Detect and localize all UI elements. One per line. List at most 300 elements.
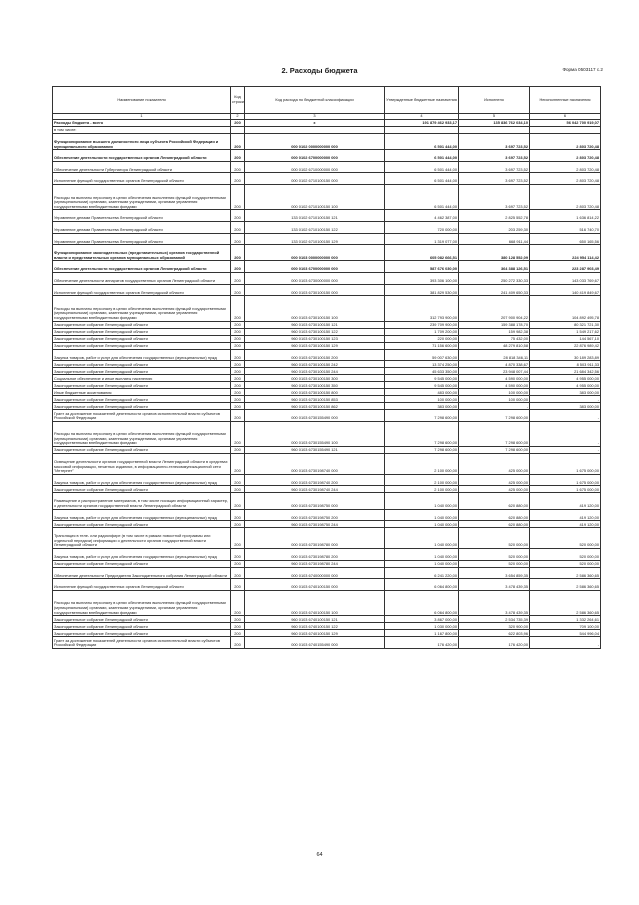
row-line-code: 200 — [231, 567, 245, 579]
row-unexecuted: 2 586 360,65 — [530, 579, 601, 591]
row-name: Закупка товаров, работ и услуг для обеспечения государственных (муниципальных) нужд — [53, 549, 231, 561]
table-row — [53, 616, 601, 623]
row-line-code: 200 — [231, 447, 245, 454]
row-executed: 3 697 723,52 — [459, 184, 530, 209]
row-unexecuted: 4 955 000,00 — [530, 382, 601, 389]
row-line-code: 200 — [231, 120, 245, 127]
row-line-code — [231, 127, 245, 134]
row-budget-code: 000 0103 6730100150 200 — [245, 349, 385, 361]
row-unexecuted: 2 586 360,65 — [530, 590, 601, 615]
row-budget-code: 000 0103 6730198750 000 — [245, 493, 385, 509]
row-budget-code: 000 0103 6730198740 000 — [245, 454, 385, 475]
row-executed: 176 420,00 — [459, 637, 530, 649]
row-approved: 1 709 200,00 — [385, 328, 459, 335]
row-budget-code: 960 0103 6730198780 244 — [245, 560, 385, 567]
row-unexecuted: - — [530, 410, 601, 422]
header-budget-code: Код расхода по бюджетной классификации — [245, 87, 385, 114]
row-executed: 620 880,00 — [459, 521, 530, 528]
row-name: Социальное обеспечение и иные выплаты населению — [53, 375, 231, 382]
table-row — [53, 245, 601, 261]
row-unexecuted: 383 000,00 — [530, 403, 601, 410]
row-approved: 176 420,00 — [385, 637, 459, 649]
row-approved: 9 545 000,00 — [385, 382, 459, 389]
row-budget-code: 000 0103 6740100150 100 — [245, 590, 385, 615]
row-unexecuted: 1 636 814,22 — [530, 210, 601, 222]
table-row — [53, 150, 601, 162]
row-approved: 3 867 000,00 — [385, 616, 459, 623]
row-budget-code: 960 0103 6740100150 122 — [245, 623, 385, 630]
row-line-code: 200 — [231, 368, 245, 375]
row-approved: 6 501 444,00 — [385, 150, 459, 162]
row-executed: 23 948 007,44 — [459, 368, 530, 375]
row-budget-code: 133 0102 6710100150 122 — [245, 221, 385, 233]
row-name: Законодательное собрание Ленинградской области — [53, 368, 231, 375]
row-executed: 2 534 735,39 — [459, 616, 530, 623]
row-line-code: 200 — [231, 321, 245, 328]
row-name: Обеспечение деятельности Председателя Законодательного собрания Ленинградской области — [53, 567, 231, 579]
row-unexecuted: 1 675 000,00 — [530, 454, 601, 475]
row-approved: 6 501 444,00 — [385, 134, 459, 150]
row-executed: 3 697 723,52 — [459, 150, 530, 162]
row-line-code: 200 — [231, 549, 245, 561]
row-line-code: 200 — [231, 493, 245, 509]
row-line-code: 200 — [231, 403, 245, 410]
row-unexecuted: 30 189 283,89 — [530, 349, 601, 361]
row-executed: 159 388 178,70 — [459, 321, 530, 328]
row-executed: 3 478 439,35 — [459, 579, 530, 591]
row-unexecuted: 520 000,00 — [530, 528, 601, 549]
row-approved: 4 462 387,00 — [385, 210, 459, 222]
row-approved: 1 319 077,00 — [385, 233, 459, 245]
header-executed: Исполнено — [459, 87, 530, 114]
row-unexecuted: 419 120,00 — [530, 509, 601, 521]
row-line-code: 200 — [231, 474, 245, 486]
row-approved: 605 082 666,51 — [385, 245, 459, 261]
row-name: Законодательное собрание Ленинградской области — [53, 396, 231, 403]
row-approved: 59 007 630,00 — [385, 349, 459, 361]
row-approved: 1 030 000,00 — [385, 623, 459, 630]
row-approved: 45 633 350,00 — [385, 368, 459, 375]
row-executed: 364 388 126,51 — [459, 261, 530, 273]
row-executed: 3 697 723,52 — [459, 161, 530, 173]
row-line-code: 200 — [231, 161, 245, 173]
row-approved: 2 100 000,00 — [385, 454, 459, 475]
row-unexecuted: 22 876 989,42 — [530, 342, 601, 349]
row-budget-code: x — [245, 120, 385, 127]
row-line-code: 200 — [231, 272, 245, 284]
row-line-code: 200 — [231, 221, 245, 233]
row-executed: 159 982,38 — [459, 328, 530, 335]
table-row — [53, 335, 601, 342]
row-approved: 312 793 900,00 — [385, 296, 459, 321]
row-approved: 587 676 030,00 — [385, 261, 459, 273]
table-row — [53, 410, 601, 422]
row-executed: 622 803,96 — [459, 630, 530, 637]
row-unexecuted: 8 503 911,33 — [530, 361, 601, 368]
row-budget-code — [245, 127, 385, 134]
row-name: Обеспечение деятельности государственных органов Ленинградской области — [53, 261, 231, 273]
row-line-code: 200 — [231, 134, 245, 150]
row-budget-code: 000 0103 6740100150 000 — [245, 579, 385, 591]
row-unexecuted: 2 803 720,48 — [530, 161, 601, 173]
row-name: Иные бюджетные ассигнования — [53, 389, 231, 396]
row-unexecuted: 223 287 903,49 — [530, 261, 601, 273]
row-executed: 4 590 000,00 — [459, 375, 530, 382]
row-unexecuted: 144 567,10 — [530, 335, 601, 342]
row-line-code: 200 — [231, 616, 245, 623]
row-approved: 6 501 444,00 — [385, 173, 459, 185]
table-row — [53, 567, 601, 579]
row-budget-code: 000 0103 6730100150 000 — [245, 284, 385, 296]
row-executed: 520 000,00 — [459, 549, 530, 561]
row-approved: 6 064 800,00 — [385, 590, 459, 615]
row-approved: 393 306 100,00 — [385, 272, 459, 284]
row-approved: 1 040 000,00 — [385, 493, 459, 509]
table-row — [53, 173, 601, 185]
row-line-code: 200 — [231, 486, 245, 493]
row-approved: 720 000,00 — [385, 221, 459, 233]
row-unexecuted: 383 000,00 — [530, 389, 601, 396]
row-name: Управление делами Правительства Ленинградской области — [53, 233, 231, 245]
row-executed: 100 000,00 — [459, 396, 530, 403]
row-unexecuted: 2 803 720,48 — [530, 173, 601, 185]
col-number: 5 — [459, 114, 530, 120]
table-row — [53, 389, 601, 396]
row-budget-code: 000 0103 6730100150 800 — [245, 389, 385, 396]
row-executed: 7 298 600,00 — [459, 421, 530, 446]
table-row — [53, 261, 601, 273]
table-row — [53, 296, 601, 321]
row-executed — [459, 127, 530, 134]
row-name: Трансляция в теле- или радиоэфире (в том числе в рамках новостной программы или отдельной передачи) информации о деятельности органов государственной власти Ленинградской области — [53, 528, 231, 549]
row-budget-code: 000 0102 0000000000 000 — [245, 134, 385, 150]
row-name: Законодательное собрание Ленинградской области — [53, 486, 231, 493]
table-row — [53, 233, 601, 245]
row-budget-code: 000 0103 6730198780 000 — [245, 528, 385, 549]
col-number: 2 — [231, 114, 245, 120]
row-approved: 7 298 600,00 — [385, 421, 459, 446]
row-approved: 9 545 000,00 — [385, 375, 459, 382]
row-name: Закупка товаров, работ и услуг для обеспечения государственных (муниципальных) нужд — [53, 474, 231, 486]
table-row — [53, 127, 601, 134]
row-executed: 75 432,00 — [459, 335, 530, 342]
table-row — [53, 447, 601, 454]
col-number: 6 — [530, 114, 601, 120]
row-budget-code: 960 0103 6740100150 129 — [245, 630, 385, 637]
expenditure-table — [52, 86, 601, 649]
row-line-code: 200 — [231, 521, 245, 528]
row-budget-code: 000 0103 6730155490 000 — [245, 410, 385, 422]
row-line-code: 200 — [231, 560, 245, 567]
row-executed: 7 298 600,00 — [459, 410, 530, 422]
row-unexecuted: 544 996,04 — [530, 630, 601, 637]
row-budget-code: 960 0103 6730100150 121 — [245, 321, 385, 328]
row-budget-code: 000 0103 6730155490 100 — [245, 421, 385, 446]
row-name: Грант за достижение показателей деятельности органов исполнительной власти субъектов Российской Федерации — [53, 410, 231, 422]
row-budget-code: 960 0103 6730198750 244 — [245, 521, 385, 528]
row-name: Законодательное собрание Ленинградской области — [53, 521, 231, 528]
row-executed: 425 000,00 — [459, 454, 530, 475]
table-row — [53, 284, 601, 296]
table-row — [53, 486, 601, 493]
row-name: Грант за достижение показателей деятельности органов исполнительной власти субъектов Российской Федерации — [53, 637, 231, 649]
row-approved: 2 100 000,00 — [385, 474, 459, 486]
row-approved: 383 000,00 — [385, 403, 459, 410]
row-name: Управление делами Правительства Ленинградской области — [53, 221, 231, 233]
row-name: Законодательное собрание Ленинградской области — [53, 361, 231, 368]
table-row — [53, 184, 601, 209]
row-executed: 320 900,00 — [459, 623, 530, 630]
table-row — [53, 161, 601, 173]
row-executed: 668 911,44 — [459, 233, 530, 245]
row-executed: 425 000,00 — [459, 474, 530, 486]
row-line-code: 200 — [231, 261, 245, 273]
row-executed: 380 128 552,09 — [459, 245, 530, 261]
row-line-code: 200 — [231, 396, 245, 403]
row-unexecuted: 516 740,70 — [530, 221, 601, 233]
row-line-code: 200 — [231, 173, 245, 185]
form-label: Форма 0503117 с.2 — [562, 67, 603, 72]
table-row — [53, 590, 601, 615]
row-line-code: 200 — [231, 389, 245, 396]
header-indicator-name: Наименование показателя — [53, 87, 231, 114]
table-row — [53, 403, 601, 410]
row-budget-code: 000 0103 6730000000 000 — [245, 272, 385, 284]
row-name: Законодательное собрание Ленинградской области — [53, 560, 231, 567]
table-row — [53, 560, 601, 567]
row-name: Исполнение функций государственных органов Ленинградской области — [53, 579, 231, 591]
table-row — [53, 493, 601, 509]
row-unexecuted: 104 892 495,78 — [530, 296, 601, 321]
table-row — [53, 272, 601, 284]
row-budget-code: 000 0103 0000000000 000 — [245, 245, 385, 261]
row-budget-code: 000 0103 6700000000 000 — [245, 261, 385, 273]
row-executed: 7 298 600,00 — [459, 447, 530, 454]
row-approved: 381 829 530,00 — [385, 284, 459, 296]
table-row — [53, 134, 601, 150]
row-line-code: 200 — [231, 150, 245, 162]
row-line-code: 200 — [231, 342, 245, 349]
row-unexecuted: - — [530, 421, 601, 446]
col-number: 4 — [385, 114, 459, 120]
table-row — [53, 210, 601, 222]
section-title: 2. Расходы бюджета — [281, 66, 358, 75]
row-name: Законодательное собрание Ленинградской области — [53, 328, 231, 335]
row-executed: 4 870 338,67 — [459, 361, 530, 368]
col-number: 3 — [245, 114, 385, 120]
row-executed: 48 279 810,58 — [459, 342, 530, 349]
row-line-code: 200 — [231, 184, 245, 209]
row-name: Освещение деятельности органов государственной власти Ленинградской области в средствах массовой информации, печатных изданиях, в информационно-телекоммуникационной сети "Интернет" — [53, 454, 231, 475]
row-executed: 135 836 762 034,10 — [459, 120, 530, 127]
row-name: Закупка товаров, работ и услуг для обеспечения государственных (муниципальных) нужд — [53, 349, 231, 361]
row-executed: 241 409 650,33 — [459, 284, 530, 296]
table-row — [53, 474, 601, 486]
row-executed: 3 478 439,35 — [459, 590, 530, 615]
row-approved: 6 241 220,00 — [385, 567, 459, 579]
col-number: 1 — [53, 114, 231, 120]
table-row — [53, 396, 601, 403]
row-line-code: 200 — [231, 328, 245, 335]
row-executed: 4 590 000,00 — [459, 382, 530, 389]
row-budget-code: 960 0103 6730155490 121 — [245, 447, 385, 454]
row-unexecuted: 21 684 342,56 — [530, 368, 601, 375]
table-row — [53, 375, 601, 382]
row-unexecuted: 1 549 217,62 — [530, 328, 601, 335]
row-executed: 620 880,00 — [459, 509, 530, 521]
row-budget-code: 960 0103 6730100150 129 — [245, 342, 385, 349]
row-line-code: 200 — [231, 528, 245, 549]
row-approved: 483 000,00 — [385, 389, 459, 396]
row-unexecuted: 1 332 264,61 — [530, 616, 601, 623]
row-name: Обеспечение деятельности Губернатора Ленинградской области — [53, 161, 231, 173]
table-row — [53, 623, 601, 630]
row-executed: 250 272 330,33 — [459, 272, 530, 284]
row-unexecuted: 1 675 000,00 — [530, 474, 601, 486]
row-name: Закупка товаров, работ и услуг для обеспечения государственных (муниципальных) нужд — [53, 509, 231, 521]
row-line-code: 200 — [231, 361, 245, 368]
row-name: Законодательное собрание Ленинградской области — [53, 447, 231, 454]
row-name: Законодательное собрание Ленинградской области — [53, 335, 231, 342]
row-line-code: 200 — [231, 454, 245, 475]
row-unexecuted: 520 000,00 — [530, 560, 601, 567]
row-budget-code: 960 0103 6730100150 242 — [245, 361, 385, 368]
row-name: Управление делами Правительства Ленинградской области — [53, 210, 231, 222]
row-approved: 1 040 000,00 — [385, 560, 459, 567]
row-line-code: 200 — [231, 233, 245, 245]
row-line-code: 200 — [231, 410, 245, 422]
row-executed: 100 000,00 — [459, 389, 530, 396]
row-unexecuted: 650 165,56 — [530, 233, 601, 245]
table-row — [53, 328, 601, 335]
row-unexecuted: 143 033 769,67 — [530, 272, 601, 284]
table-row — [53, 421, 601, 446]
row-unexecuted: 2 586 360,65 — [530, 567, 601, 579]
row-name: Расходы на выплаты персоналу в целях обеспечения выполнения функций государственными (муниципальными) органами, казенными учреждениями, органами управления государственными внебюджетными фондами — [53, 421, 231, 446]
row-name: Обеспечение деятельности аппаратов государственных органов Ленинградской области — [53, 272, 231, 284]
row-name: Обеспечение деятельности государственных органов Ленинградской области — [53, 150, 231, 162]
table-row — [53, 528, 601, 549]
table-row — [53, 579, 601, 591]
row-line-code: 200 — [231, 210, 245, 222]
table-row — [53, 630, 601, 637]
row-budget-code: 000 0103 6730100150 300 — [245, 375, 385, 382]
row-unexecuted — [530, 127, 601, 134]
row-line-code: 200 — [231, 296, 245, 321]
row-approved: 239 709 900,00 — [385, 321, 459, 328]
row-name: Законодательное собрание Ленинградской области — [53, 403, 231, 410]
row-unexecuted: 520 000,00 — [530, 549, 601, 561]
row-line-code: 200 — [231, 349, 245, 361]
row-executed: 3 654 859,35 — [459, 567, 530, 579]
row-line-code: 200 — [231, 382, 245, 389]
header-line-code: Код строки — [231, 87, 245, 114]
row-budget-code: 133 0102 6710100150 121 — [245, 210, 385, 222]
row-name: Законодательное собрание Ленинградской области — [53, 382, 231, 389]
header-approved: Утвержденные бюджетные назначения — [385, 87, 459, 114]
row-unexecuted: - — [530, 637, 601, 649]
row-name: Функционирование законодательных (представительных) органов государственной власти и представительных органов муниципальных образований — [53, 245, 231, 261]
row-line-code: 200 — [231, 284, 245, 296]
row-name: Исполнение функций государственных органов Ленинградской области — [53, 173, 231, 185]
row-executed: 2 825 552,78 — [459, 210, 530, 222]
table-row — [53, 342, 601, 349]
row-name: Законодательное собрание Ленинградской области — [53, 623, 231, 630]
row-line-code: 200 — [231, 637, 245, 649]
table-row — [53, 549, 601, 561]
page-number: 64 — [316, 852, 323, 858]
row-name: Расходы бюджета - всего — [53, 120, 231, 127]
row-executed: 28 818 346,11 — [459, 349, 530, 361]
header-unexecuted: Неисполненные назначения — [530, 87, 601, 114]
row-approved: 6 501 444,00 — [385, 161, 459, 173]
row-budget-code: 000 0103 6730198750 200 — [245, 509, 385, 521]
row-line-code: 200 — [231, 590, 245, 615]
row-budget-code: 000 0103 6730198740 200 — [245, 474, 385, 486]
row-unexecuted: 4 955 000,00 — [530, 375, 601, 382]
row-name: Расходы на выплаты персоналу в целях обеспечения выполнения функций государственными (муниципальными) органами, казенными учреждениями, органами управления государственными внебюджетными фондами — [53, 590, 231, 615]
row-budget-code: 000 0103 6740000000 000 — [245, 567, 385, 579]
row-budget-code: 000 0102 6710000000 000 — [245, 161, 385, 173]
row-name: Функционирование высшего должностного лица субъекта Российской Федерации и муниципального образования — [53, 134, 231, 150]
row-approved: 100 000,00 — [385, 396, 459, 403]
row-line-code: 200 — [231, 579, 245, 591]
row-unexecuted: 2 803 720,48 — [530, 150, 601, 162]
row-unexecuted: 1 675 000,00 — [530, 486, 601, 493]
row-budget-code: 000 0103 6730198780 200 — [245, 549, 385, 561]
row-approved: 13 374 250,00 — [385, 361, 459, 368]
row-unexecuted: 56 042 700 919,07 — [530, 120, 601, 127]
row-executed: 3 697 723,52 — [459, 134, 530, 150]
row-approved: 7 298 600,00 — [385, 447, 459, 454]
table-row — [53, 221, 601, 233]
row-executed: 425 000,00 — [459, 486, 530, 493]
row-line-code: 200 — [231, 335, 245, 342]
row-line-code: 200 — [231, 375, 245, 382]
row-approved: 2 100 000,00 — [385, 486, 459, 493]
table-row — [53, 368, 601, 375]
row-approved: 7 298 600,00 — [385, 410, 459, 422]
row-name: Законодательное собрание Ленинградской области — [53, 616, 231, 623]
table-row — [53, 454, 601, 475]
row-approved: 1 040 000,00 — [385, 549, 459, 561]
row-line-code: 200 — [231, 623, 245, 630]
table-row — [53, 509, 601, 521]
row-unexecuted: - — [530, 396, 601, 403]
row-budget-code: 960 0103 6730100150 244 — [245, 368, 385, 375]
row-unexecuted: 2 803 720,48 — [530, 184, 601, 209]
row-budget-code: 960 0103 6730100150 862 — [245, 403, 385, 410]
row-executed: 203 259,30 — [459, 221, 530, 233]
row-unexecuted: 419 120,00 — [530, 521, 601, 528]
row-unexecuted: 709 100,00 — [530, 623, 601, 630]
row-unexecuted: 2 803 720,48 — [530, 134, 601, 150]
row-budget-code: 000 0102 6700000000 000 — [245, 150, 385, 162]
row-name: Законодательное собрание Ленинградской области — [53, 342, 231, 349]
row-name: Расходы на выплаты персоналу в целях обеспечения выполнения функций государственными (муниципальными) органами, казенными учреждениями, органами управления государственными внебюджетными фондами — [53, 296, 231, 321]
row-name: Размещение и распространение материалов, в том числе носящих информационный характер, о деятельности органов государственной власти Ленинградской области — [53, 493, 231, 509]
row-approved: 1 167 800,00 — [385, 630, 459, 637]
row-name: Законодательное собрание Ленинградской области — [53, 630, 231, 637]
row-budget-code: 960 0103 6730100150 123 — [245, 335, 385, 342]
row-approved: 6 064 800,00 — [385, 579, 459, 591]
row-executed: 620 880,00 — [459, 493, 530, 509]
row-approved: 6 501 444,00 — [385, 184, 459, 209]
table-row — [53, 521, 601, 528]
row-unexecuted: 80 321 721,30 — [530, 321, 601, 328]
row-budget-code: 000 0102 6710100150 000 — [245, 173, 385, 185]
row-budget-code: 960 0103 6730100150 350 — [245, 382, 385, 389]
